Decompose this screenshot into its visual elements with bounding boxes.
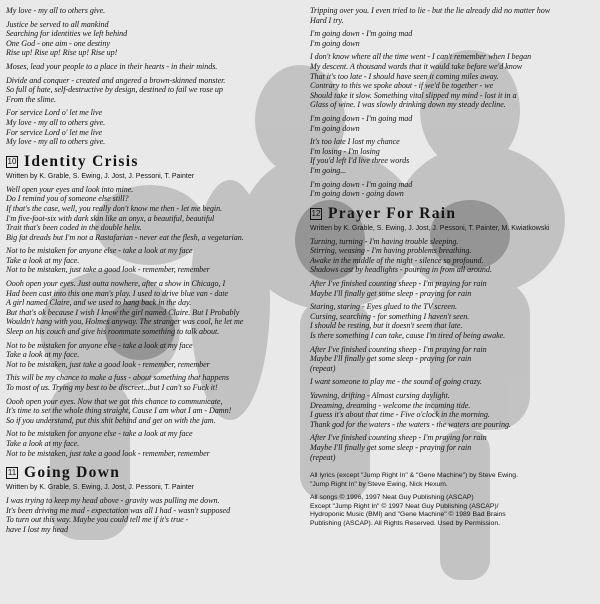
lyric-stanza: I don't know where all the time went - I can't remember when I began My descent. A thousand words that it would take before we'd know That it's too late - I should have seen it coming miles away. Contrary to this we spoke about - if we'd be together - we Should take it slow. Something vital slipped my mind - lost it in a Glass of wine. I was slowly drinking down my steady decline. [310, 52, 532, 110]
lyric-stanza: I want someone to play me - the sound of going crazy. [310, 377, 482, 387]
lyric-stanza: Turning, turning - I'm having trouble sleeping. Stirring, weasing - I'm having problems breathing. Awake in the middle of the night - silence so profound. Shadows cast by headlights - pouring in from all around. [310, 236, 492, 275]
track-title: Going Down [24, 464, 121, 482]
track-10-heading [6, 153, 302, 171]
lyric-stanza: This will be my chance to make a fuss - about something that happens To most of us. Trying my best to be discreet...but I can't so Fuck it! [6, 373, 229, 392]
track-title: Identity Crisis [24, 152, 139, 170]
lyric-stanza: Oooh open your eyes. Just outta nowhere, after a show in Chicago, I Had been cast into this one man's play. I used to drive blue van - date A girl named Claire, and we used to hang back in the day. But that's ok because I wish I knew the girl named Claire. But I Probably Wouldn't hang with you, Holmes anyway. The stranger was cool, he let me Sleep on his couch and give his roommate something to talk about. [6, 279, 244, 337]
lyric-stanza: Yawning, drifting - Almost cursing daylight. Dreaming, dreaming - welcome the incoming tide. I guess it's about that time - Five o'clock in the morning. Thank god for the waters - the waters - the waters are pouring. [310, 391, 511, 429]
left-column [6, 6, 302, 539]
right-column [310, 6, 596, 533]
copyright-note: All songs © 1996, 1997 Neat Guy Publishing (ASCAP) Except "Jump Right In" © 1997 Neat Guy Publishing (ASCAP)/ Hydroponic Music (BMI) and "Gene Machine" © 1989 Bad Brains Publishing (ASCAP). All Rights Reserved. Used by Permission. [310, 493, 506, 528]
lyric-stanza: After I've finished counting sheep - I'm praying for rain Maybe I'll finally get some sleep - praying for rain (repeat) [310, 344, 487, 373]
lyric-stanza: I'm going down - I'm going mad I'm going down - going down [310, 179, 413, 199]
lyric-stanza: Moses, lead your people to a place in their hearts - in their minds. [6, 61, 218, 71]
lyric-stanza: My love - my all to others give. [6, 6, 106, 15]
track-number: 11 [7, 468, 17, 478]
lyric-stanza: Well open your eyes and look into mine. Do I remind you of someone else still? If that's the case, well, you really don't know me then - let me begin. I'm five-foot-six with dark skin like an onyx, a beautiful, beautiful Trait that's been coded in the double helix. Big fat dreads but I'm not a Rastafarian - never eat the flesh, a vegetarian. [6, 184, 244, 242]
track-title: Prayer For Rain [328, 204, 457, 222]
lyric-stanza: I'm going down - I'm going mad I'm going down [310, 113, 413, 133]
track-credits: Written by K. Grable, S. Ewing, J. Jost, J. Pessoni, T. Painter [6, 484, 195, 492]
track-credits: Written by K. Grable, S. Ewing, J. Jost, J. Pessoni, T. Painter, M. Kwiatkowski [310, 224, 550, 232]
lyrics-credit-note: All lyrics (except "Jump Right In" & "Gene Machine") by Steve Ewing. "Jump Right In" by Steve Ewing, Nick Hexum. [310, 472, 518, 488]
credits-notes [310, 472, 596, 529]
lyric-stanza: Divide and conquer - created and angered a brown-skinned monster. So full of hate, self-destructive by design, destined to fail we rose up From the slime. [6, 75, 226, 104]
lyric-stanza: I'm going down - I'm going mad I'm going down [310, 29, 413, 48]
track-number: 10 [7, 156, 17, 166]
track-number: 12 [311, 208, 321, 218]
lyric-stanza: Not to be mistaken for anyone else - take a look at my face Take a look at my face. Not to be mistaken, just take a good look - remember, remember [6, 340, 210, 369]
lyric-stanza: Oooh open your eyes. Now that we got this chance to communicate, It's time to set the whole thing straight, Cause I am what I am - Damn! So if you understand, put this shit behind and get on with the jam. [6, 396, 232, 425]
lyric-stanza: For service Lord o' let me live My love - my all to others give. For service Lord o' let me live My love - my all to others give. [6, 108, 106, 147]
lyric-stanza: Tripping over you. I even tried to lie - but the lie already did no matter how Hard I try. [310, 6, 551, 25]
track-credits: Written by K. Grable, S. Ewing, J. Jost, J. Pessoni, T. Painter [6, 172, 195, 180]
lyric-stanza: Justice be served to all mankind Searching for identities we left behind One God - one aim - one destiny Rise up! Rise up! Rise up! Rise up! [6, 19, 128, 58]
track-11-heading [6, 464, 302, 482]
lyric-stanza: It's too late I lost my chance I'm losing - I'm losing If you'd left I'd live three words I'm going... [310, 137, 410, 175]
lyric-stanza: After I've finished counting sheep - I'm praying for rain Maybe I'll finally get some sleep - praying for rain [310, 279, 487, 298]
lyric-stanza: I was trying to keep my head above - gravity was pulling me down. It's been driving me mad - expectation was all I had - wasn't supposed To turn out this way. Maybe you could tell me if it's true - have I lost my head [6, 496, 231, 534]
lyric-stanza: Not to be mistaken for anyone else - take a look at my face Take a look at my face. Not to be mistaken, just take a good look - remember, remember [6, 246, 210, 275]
lyric-stanza: After I've finished counting sheep - I'm praying for rain Maybe I'll finally get some sleep - praying for rain (repeat) [310, 433, 487, 462]
track-12-heading [310, 205, 596, 223]
lyric-stanza: Not to be mistaken for anyone else - take a look at my face Take a look at my face. Not to be mistaken, just take a good look - remember, remember [6, 429, 210, 458]
lyric-stanza: Staring, staring - Eyes glued to the TV screen. Cursing, searching - for something I haven't seen. I should be resting, but it doesn't seem that late. Is there something I can take, cause I'm tired of being awake. [310, 302, 506, 341]
